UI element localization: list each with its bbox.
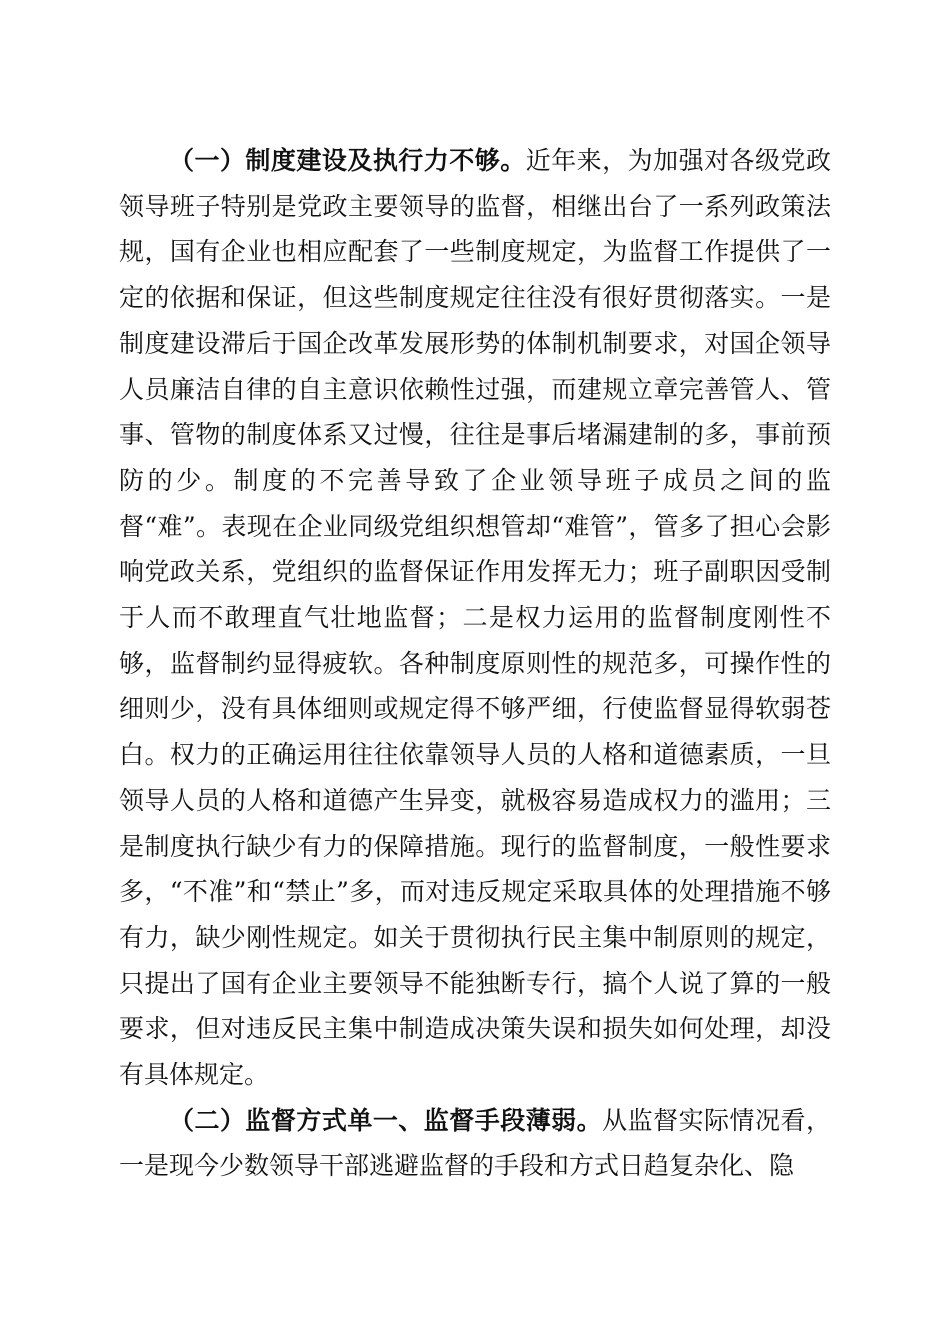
paragraph-2-body: 从监督实际情况看，一是现今少数领导干部逃避监督的手段和方式日趋复杂化、隐 xyxy=(119,1105,831,1181)
paragraph-1-heading: （一）制度建设及执行力不够。 xyxy=(169,146,526,175)
document-body xyxy=(119,138,831,1189)
paragraph-1-body: 近年来，为加强对各级党政领导班子特别是党政主要领导的监督，相继出台了一系列政策法规，国有企业也相应配套了一些制度规定，为监督工作提供了一定的依据和保证，但这些制度规定往往没有很好贯彻落实。一是制度建设滞后于国企改革发展形势的体制机制要求，对国企领导人员廉洁自律的自主意识依赖性过强，而建规立章完善管人、管事、管物的制度体系又过慢，往往是事后堵漏建制的多，事前预防的少。制度的不完善导致了企业领导班子成员之间的监督“难”。表现在企业同级党组织想管却“难管”，管多了担心会影响党政关系，党组织的监督保证作用发挥无力；班子副职因受制于人而不敢理直气壮地监督；二是权力运用的监督制度刚性不够，监督制约显得疲软。各种制度原则性的规范多，可操作性的细则少，没有具体细则或规定得不够严细，行使监督显得软弱苍白。权力的正确运用往往依靠领导人员的人格和道德素质，一旦领导人员的人格和道德产生异变，就极容易造成权力的滥用；三是制度执行缺少有力的保障措施。现行的监督制度，一般性要求多，“不准”和“禁止”多，而对违反规定采取具体的处理措施不够有力，缺少刚性规定。如关于贯彻执行民主集中制原则的规定，只提出了国有企业主要领导不能独断专行，搞个人说了算的一般要求，但对违反民主集中制造成决策失误和损失如何处理，却没有具体规定。 xyxy=(119,146,831,1090)
paragraph-2 xyxy=(119,1098,831,1189)
paragraph-2-heading: （二）监督方式单一、监督手段薄弱。 xyxy=(169,1105,603,1135)
paragraph-1 xyxy=(119,138,831,1098)
